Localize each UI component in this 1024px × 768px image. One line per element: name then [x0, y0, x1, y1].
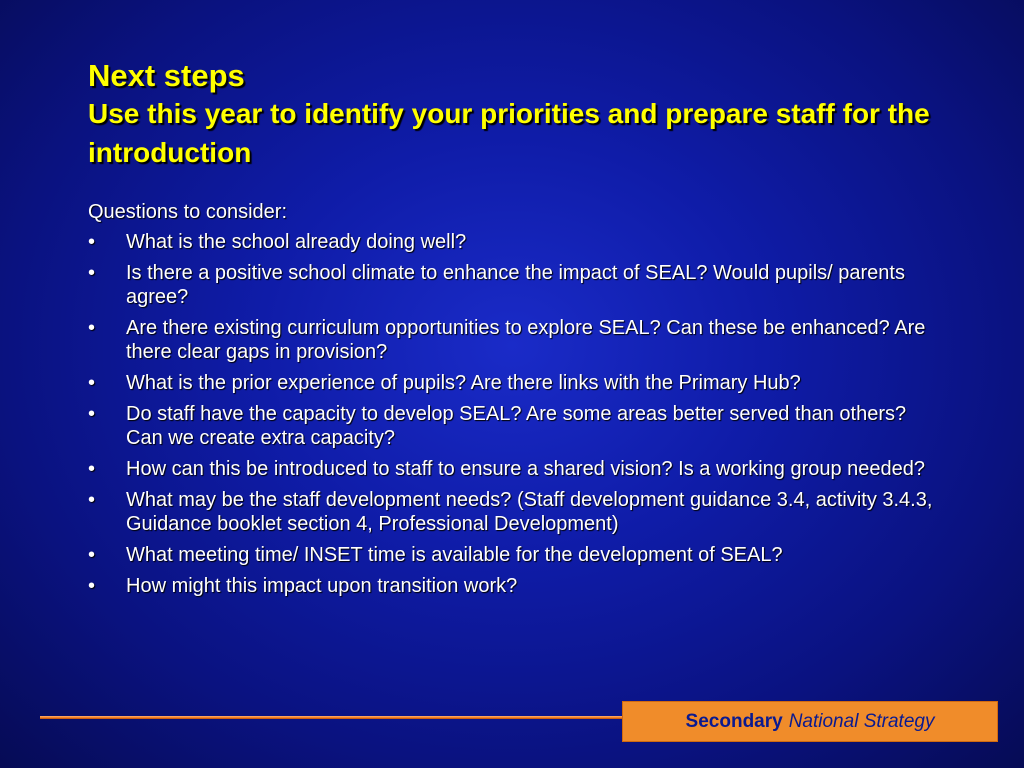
- question-text: Is there a positive school climate to enhance the impact of SEAL? Would pupils/ parents agree?: [126, 262, 905, 308]
- list-item: [88, 574, 948, 598]
- question-text: Do staff have the capacity to develop SEAL? Are some areas better served than others? Can we create extra capacity?: [126, 403, 907, 449]
- questions-intro: Questions to consider:: [88, 201, 287, 223]
- question-text: How might this impact upon transition work?: [126, 575, 518, 597]
- bullet-icon: •: [88, 575, 96, 597]
- footer-brand-secondary: Secondary: [685, 710, 783, 732]
- question-text: What is the prior experience of pupils? Are there links with the Primary Hub?: [126, 372, 801, 394]
- bullet-icon: •: [88, 544, 96, 566]
- list-item: [88, 457, 948, 481]
- list-item: [88, 543, 948, 567]
- bullet-icon: •: [88, 372, 96, 394]
- bullet-icon: •: [88, 231, 96, 253]
- question-text: What meeting time/ INSET time is available for the development of SEAL?: [126, 544, 783, 566]
- bullet-icon: •: [88, 403, 96, 425]
- question-text: What may be the staff development needs? (Staff development guidance 3.4, activity 3.4.3, Guidance booklet section 4, Professional Development): [126, 489, 933, 535]
- list-item: [88, 488, 948, 536]
- list-item: [88, 402, 948, 450]
- bullet-icon: •: [88, 489, 96, 511]
- bullet-icon: •: [88, 458, 96, 480]
- slide-title: Next steps: [88, 58, 245, 93]
- question-text: Are there existing curriculum opportunities to explore SEAL? Can these be enhanced? Are there clear gaps in provision?: [126, 317, 926, 363]
- slide-subtitle: Use this year to identify your priorities and prepare staff for the introduction: [88, 98, 930, 168]
- question-text: How can this be introduced to staff to ensure a shared vision? Is a working group needed?: [126, 458, 926, 480]
- title-block: [88, 58, 968, 172]
- list-item: [88, 371, 948, 395]
- footer-divider: [40, 716, 630, 719]
- list-item: [88, 261, 948, 309]
- questions-list: [88, 230, 948, 598]
- list-item: [88, 316, 948, 364]
- list-item: [88, 230, 948, 254]
- question-text: What is the school already doing well?: [126, 231, 467, 253]
- footer-brand-national-strategy: National Strategy: [788, 710, 935, 732]
- slide-body: [88, 200, 948, 605]
- footer-logo-badge: [622, 701, 998, 742]
- bullet-icon: •: [88, 317, 96, 339]
- bullet-icon: •: [88, 262, 96, 284]
